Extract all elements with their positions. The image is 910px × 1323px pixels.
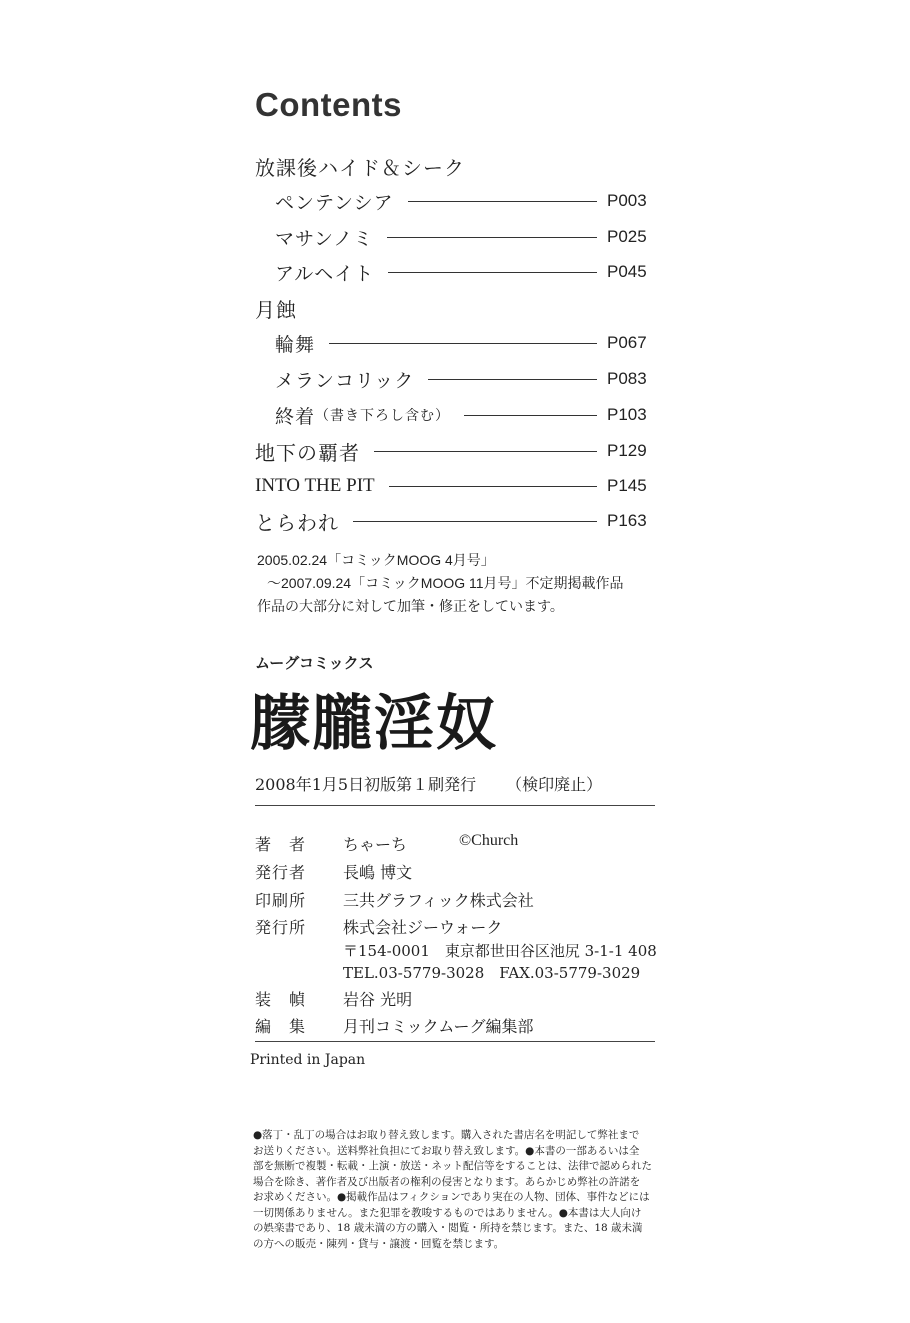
toc-item-label: 輪舞 <box>275 333 316 356</box>
divider-top <box>255 805 655 806</box>
toc-page-number: P045 <box>607 262 647 281</box>
credit-row <box>255 987 412 1010</box>
publication-note-line: ～2007.09.24「コミックMOOG 11月号」不定期掲載作品 <box>267 575 624 591</box>
toc-page-number: P145 <box>607 476 647 495</box>
toc-page-number: P025 <box>607 227 647 246</box>
contents-heading: Contents <box>255 86 402 123</box>
publisher-address: 〒154-0001 東京都世田谷区池尻 3-1-1 408 <box>343 942 657 960</box>
edition-date: 2008年1月5日初版第１刷発行 <box>255 775 477 794</box>
publication-note-line: 2005.02.24「コミックMOOG 4月号」 <box>257 552 495 568</box>
publisher-phone-fax: TEL.03-5779-3028 FAX.03-5779-3029 <box>343 964 641 982</box>
toc-leader-line <box>388 272 597 273</box>
credit-value: 月刊コミックムーグ編集部 <box>343 1017 534 1036</box>
credit-row <box>255 860 412 883</box>
credit-value: 三共グラフィック株式会社 <box>343 891 534 910</box>
toc-page-number: P103 <box>607 405 647 424</box>
credit-value: 株式会社ジーウォーク <box>343 918 503 937</box>
toc-item-label: とらわれ <box>255 510 339 535</box>
toc-leader-line <box>464 415 597 416</box>
legal-line: 部を無断で複製・転載・上演・放送・ネット配信等をすることは、法律で認められた <box>253 1160 652 1172</box>
toc-item[interactable] <box>275 222 653 252</box>
toc-page-number: P129 <box>607 441 647 460</box>
toc-leader-line <box>389 486 597 487</box>
toc-item-label: ペンテンシア <box>275 191 394 214</box>
toc-section-title: 放課後ハイド＆シーク <box>255 156 465 180</box>
book-title: 朦朧淫奴 <box>250 689 498 759</box>
toc-leader-line <box>387 237 597 238</box>
credit-row <box>255 1014 534 1037</box>
legal-line: お送りください。送料弊社負担にてお取り替え致します。●本書の一部あるいは全 <box>253 1144 640 1157</box>
toc-leader-line <box>329 343 597 344</box>
toc-item[interactable] <box>255 436 653 466</box>
credit-key: 編 集 <box>255 1017 307 1036</box>
legal-line: ●落丁・乱丁の場合はお取り替え致します。購入された書店名を明記して弊社まで <box>253 1129 640 1141</box>
credit-value: ちゃーち <box>343 835 408 854</box>
printed-in-label: Printed in Japan <box>250 1052 366 1068</box>
imprint-label: ムーグコミックス <box>255 655 374 672</box>
toc-item[interactable] <box>255 471 653 501</box>
toc-page-number: P003 <box>607 191 647 210</box>
toc-page-number: P163 <box>607 511 647 530</box>
publication-note-line: 作品の大部分に対して加筆・修正をしています。 <box>257 598 564 614</box>
edition-line <box>255 772 602 795</box>
toc-section-title: 月蝕 <box>255 298 297 322</box>
legal-line: お求めください。●掲載作品はフィクションであり実在の人物、団体、事件などには <box>253 1191 650 1203</box>
credit-key: 発行者 <box>255 863 307 882</box>
credit-key: 著 者 <box>255 835 307 854</box>
credit-key: 装 幀 <box>255 990 307 1009</box>
toc-item[interactable] <box>275 400 653 430</box>
legal-line: の方への販売・陳列・貸与・譲渡・回覧を禁じます。 <box>253 1237 505 1250</box>
toc-item-label: 地下の覇者 <box>255 440 360 465</box>
credit-value: 岩谷 光明 <box>343 990 413 1009</box>
toc-leader-line <box>408 201 597 202</box>
legal-line: 一切関係ありません。また犯罪を教唆するものではありません。●本書は大人向け <box>253 1206 642 1219</box>
toc-item-note: （書き下ろし含む） <box>315 408 451 424</box>
divider-bottom <box>255 1041 655 1042</box>
toc-item[interactable] <box>275 328 653 358</box>
toc-item[interactable] <box>275 364 653 394</box>
credit-key: 印刷所 <box>255 891 307 910</box>
toc-item-label: メランコリック <box>275 369 415 392</box>
legal-line: の娯楽書であり、18 歳未満の方の購入・閲覧・所持を禁じます。また、18 歳未満 <box>253 1222 643 1234</box>
toc-item-label: 終着 <box>275 405 316 428</box>
credit-key: 発行所 <box>255 918 307 937</box>
edition-stamp: （検印廃止） <box>506 775 603 794</box>
toc-item-label: INTO THE PIT <box>255 475 375 496</box>
toc-leader-line <box>353 521 597 522</box>
toc-leader-line <box>374 451 597 452</box>
toc-item[interactable] <box>255 506 653 536</box>
toc-item-label: アルヘイト <box>275 262 375 285</box>
legal-line: 場合を除き、著作者及び出版者の権利の侵害となります。あらかじめ弊社の許諾を <box>253 1175 641 1188</box>
credit-row <box>255 832 518 855</box>
toc-item[interactable] <box>275 257 653 287</box>
toc-page-number: P067 <box>607 333 647 352</box>
toc-item[interactable] <box>275 186 653 216</box>
credit-row <box>255 915 502 938</box>
toc-page-number: P083 <box>607 369 647 388</box>
copyright-mark: ©Church <box>459 832 519 849</box>
toc-leader-line <box>428 379 597 380</box>
toc-item-label: マサンノミ <box>275 227 374 250</box>
credit-value: 長嶋 博文 <box>343 863 413 882</box>
credit-row <box>255 888 534 911</box>
legal-notice <box>253 1128 683 1252</box>
